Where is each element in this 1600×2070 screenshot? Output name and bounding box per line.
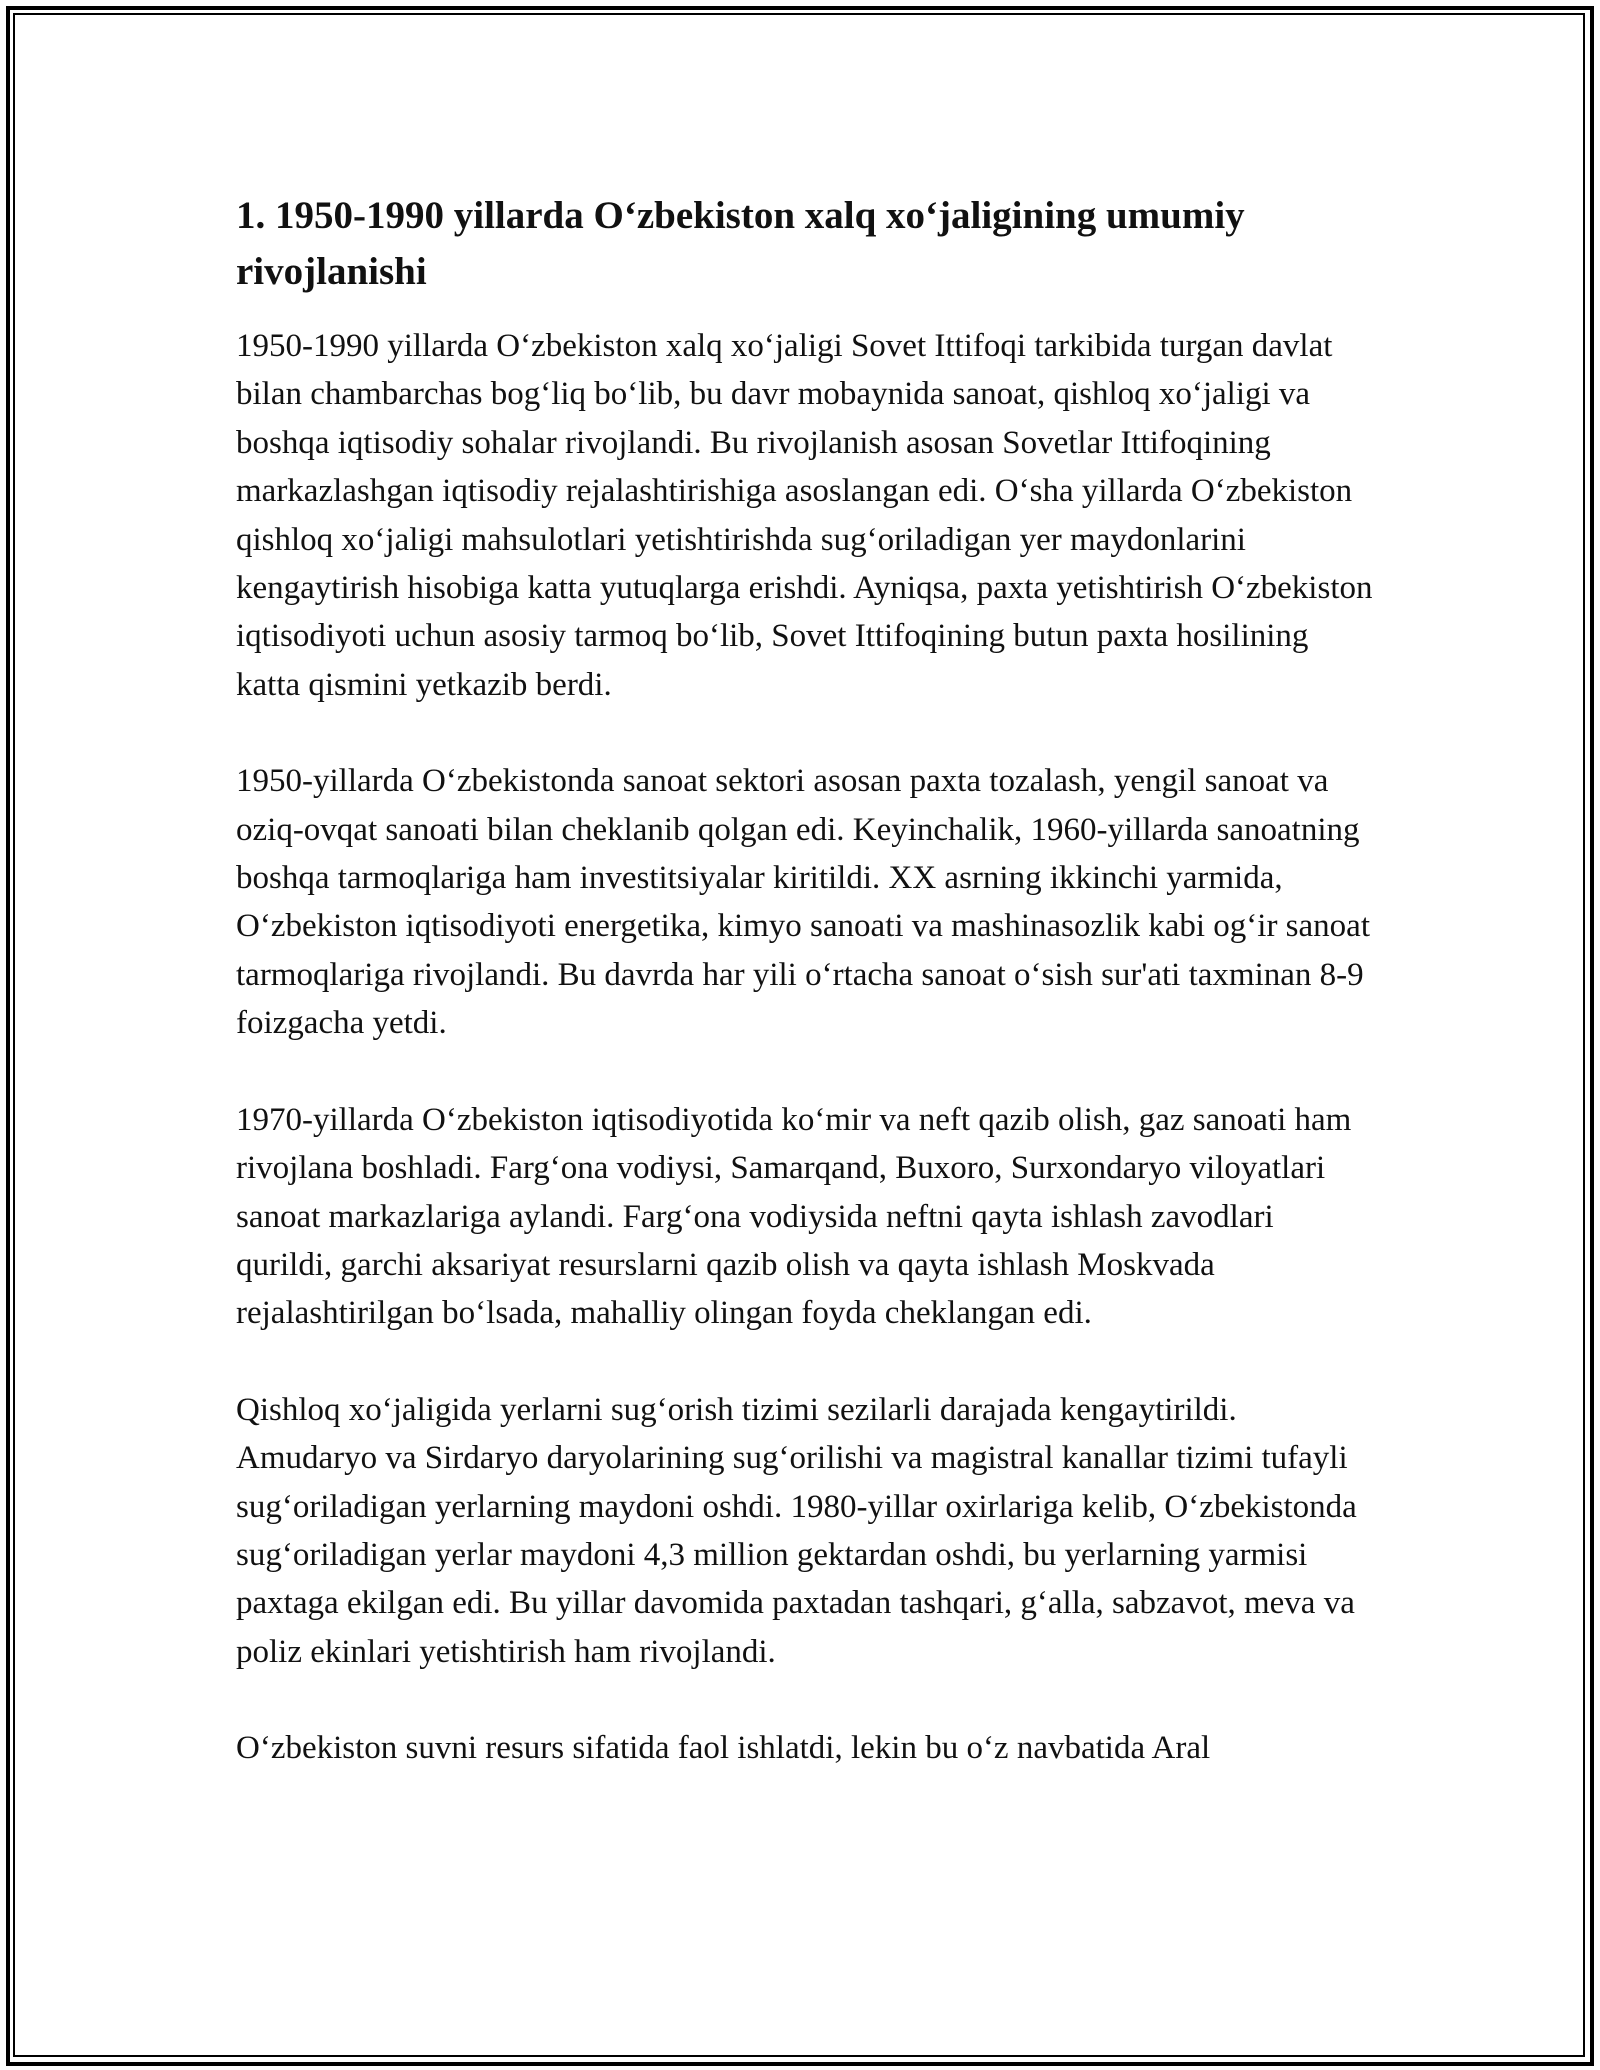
paragraph-1: 1950-1990 yillarda O‘zbekiston xalq xo‘jaligi Sovet Ittifoqi tarkibida turgan davlat bilan chambarchas bog‘liq bo‘lib, bu davr mobaynida sanoat, qishloq xo‘jaligi va boshqa iqtisodiy sohalar rivojlandi. Bu rivojlanish asosan Sovetlar Ittifoqining markazlashgan iqtisodiy rejalashtirishiga asoslangan edi. O‘sha yillarda O‘zbekiston qishloq xo‘jaligi mahsulotlari yetishtirishda sug‘oriladigan yer maydonlarini kengaytirish hisobiga katta yutuqlarga erishdi. Ayniqsa, paxta yetishtirish O‘zbekiston iqtisodiyoti uchun asosiy tarmoq bo‘lib, Sovet Ittifoqining butun paxta hosilining katta qismini yetkazib berdi. — [236, 328, 1373, 703]
document-body — [236, 188, 1376, 1821]
paragraph-2: 1950-yillarda O‘zbekistonda sanoat sektori asosan paxta tozalash, yengil sanoat va oziq-ovqat sanoati bilan cheklanib qolgan edi. Keyinchalik, 1960-yillarda sanoatning boshqa tarmoqlariga ham investitsiyalar kiritildi. XX asrning ikkinchi yarmida, O‘zbekiston iqtisodiyoti energetika, kimyo sanoati va mashinasozlik kabi og‘ir sanoat tarmoqlariga rivojlandi. Bu davrda har yili o‘rtacha sanoat o‘sish sur'ati taxminan 8-9 foizgacha yetdi. — [236, 763, 1370, 1042]
section-heading: 1. 1950-1990 yillarda O‘zbekiston xalq xo‘jaligining umumiy rivojlanishi — [236, 194, 1245, 293]
paragraph-4: Qishloq xo‘jaligida yerlarni sug‘orish tizimi sezilarli darajada kengaytirildi. Amudaryo va Sirdaryo daryolarining sug‘orilishi va magistral kanallar tizimi tufayli sug‘oriladigan yerlarning maydoni oshdi. 1980-yillar oxirlariga kelib, O‘zbekistonda sug‘oriladigan yerlar maydoni 4,3 million gektardan oshdi, bu yerlarning yarmisi paxtaga ekilgan edi. Bu yillar davomida paxtadan tashqari, g‘alla, sabzavot, meva va poliz ekinlari yetishtirish ham rivojlandi. — [236, 1391, 1357, 1670]
paragraph-5: O‘zbekiston suvni resurs sifatida faol ishlatdi, lekin bu o‘z navbatida Aral — [236, 1730, 1211, 1767]
paragraph-3: 1970-yillarda O‘zbekiston iqtisodiyotida ko‘mir va neft qazib olish, gaz sanoati ham rivojlana boshladi. Farg‘ona vodiysi, Samarqand, Buxoro, Surxondaryo viloyatlari sanoat markazlariga aylandi. Farg‘ona vodiysida neftni qayta ishlash zavodlari qurildi, garchi aksariyat resurslarni qazib olish va qayta ishlash Moskvada rejalashtirilgan bo‘lsada, mahalliy olingan foyda cheklangan edi. — [236, 1101, 1352, 1332]
